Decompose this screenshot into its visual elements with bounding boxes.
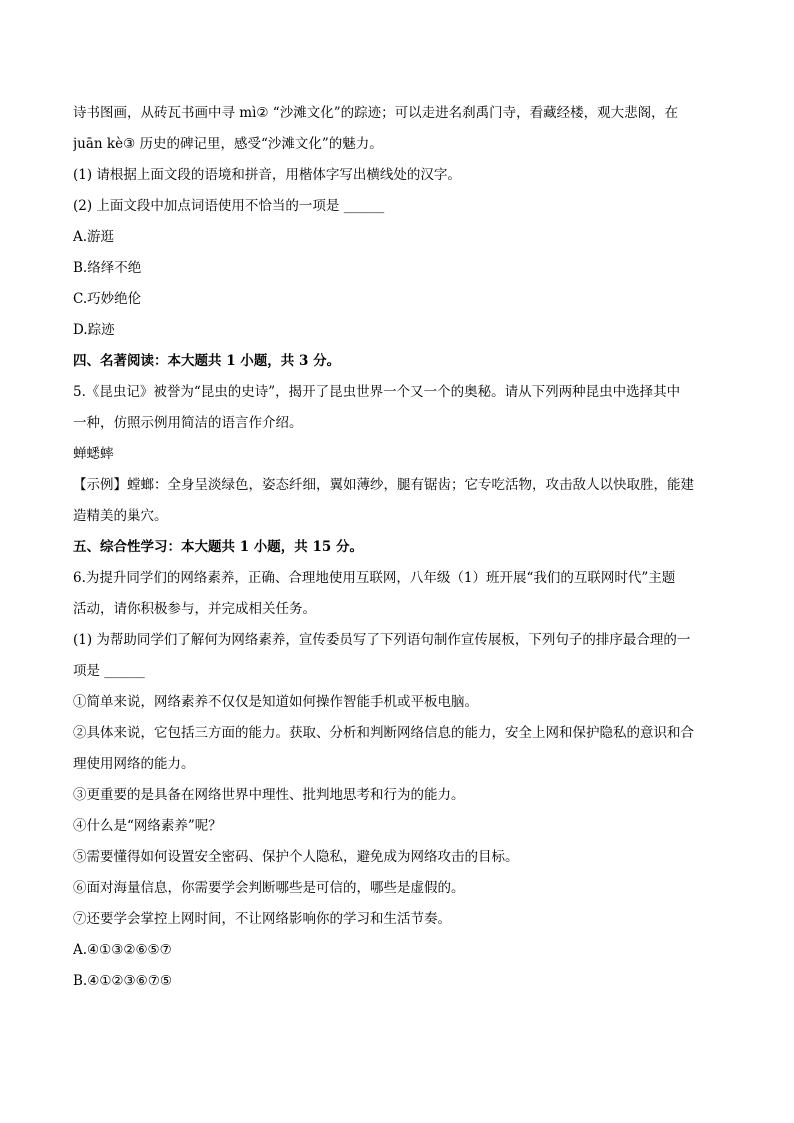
text-line: 蝉蟋蟀 bbox=[73, 446, 114, 462]
text-line: 一种，仿照示例用简洁的语言作介绍。 bbox=[73, 415, 303, 431]
text-line: 造精美的巢穴。 bbox=[73, 508, 168, 524]
text-line: ⑤需要懂得如何设置安全密码、保护个人隐私，避免成为网络攻击的目标。 bbox=[73, 849, 519, 865]
text-line: 项是 ______ bbox=[73, 663, 145, 679]
text-line: 【示例】螳螂：全身呈淡绿色，姿态纤细，翼如薄纱，腿有锯齿；它专吃活物，攻击敌人以快取胜，能建 bbox=[73, 477, 694, 493]
text-line: ②具体来说，它包括三方面的能力。获取、分析和判断网络信息的能力，安全上网和保护隐私的意识和合 bbox=[73, 725, 694, 741]
text-line: 5.《昆虫记》被誉为“昆虫的史诗”，揭开了昆虫世界一个又一个的奥秘。请从下列两种昆虫中选择其中 bbox=[73, 384, 681, 400]
text-line: B.④①②③⑥⑦⑤ bbox=[73, 973, 172, 989]
text-line: ④什么是“网络素养”呢？ bbox=[73, 818, 222, 834]
text-line: 6.为提升同学们的网络素养，正确、合理地使用互联网，八年级（1）班开展“我们的互联网时代”主题 bbox=[73, 570, 676, 586]
text-line: juān kè③ 历史的碑记里，感受“沙滩文化”的魅力。 bbox=[73, 136, 383, 152]
text-line: 诗书图画，从砖瓦书画中寻 mì② “沙滩文化”的踪迹；可以走进名刹禹门寺，看藏经楼，观大悲阁，在 bbox=[73, 105, 679, 121]
text-line: C.巧妙绝伦 bbox=[73, 291, 142, 307]
text-line: D.踪迹 bbox=[73, 322, 115, 338]
section-heading: 五、综合性学习：本大题共 1 小题，共 15 分。 bbox=[73, 539, 363, 555]
text-line: 活动，请你积极参与，并完成相关任务。 bbox=[73, 601, 316, 617]
text-line: B.络绎不绝 bbox=[73, 260, 142, 276]
text-line: (1) 为帮助同学们了解何为网络素养，宣传委员写了下列语句制作宣传展板，下列句子的排序最合理的一 bbox=[73, 632, 691, 648]
text-line: ⑦还要学会掌控上网时间，不让网络影响你的学习和生活节奏。 bbox=[73, 911, 451, 927]
document-page bbox=[73, 98, 721, 997]
text-line: ③更重要的是具备在网络世界中理性、批判地思考和行为的能力。 bbox=[73, 787, 465, 803]
text-line: (2) 上面文段中加点词语使用不恰当的一项是 ______ bbox=[73, 198, 385, 214]
text-line: (1) 请根据上面文段的语境和拼音，用楷体字写出横线处的汉字。 bbox=[73, 167, 461, 183]
text-line: 理使用网络的能力。 bbox=[73, 756, 195, 772]
text-line: A.④①③②⑥⑤⑦ bbox=[73, 942, 172, 958]
text-line: A.游逛 bbox=[73, 229, 115, 245]
text-line: ⑥面对海量信息，你需要学会判断哪些是可信的，哪些是虚假的。 bbox=[73, 880, 465, 896]
section-heading: 四、名著阅读：本大题共 1 小题，共 3 分。 bbox=[73, 353, 341, 369]
text-line: ①简单来说，网络素养不仅仅是知道如何操作智能手机或平板电脑。 bbox=[73, 694, 478, 710]
